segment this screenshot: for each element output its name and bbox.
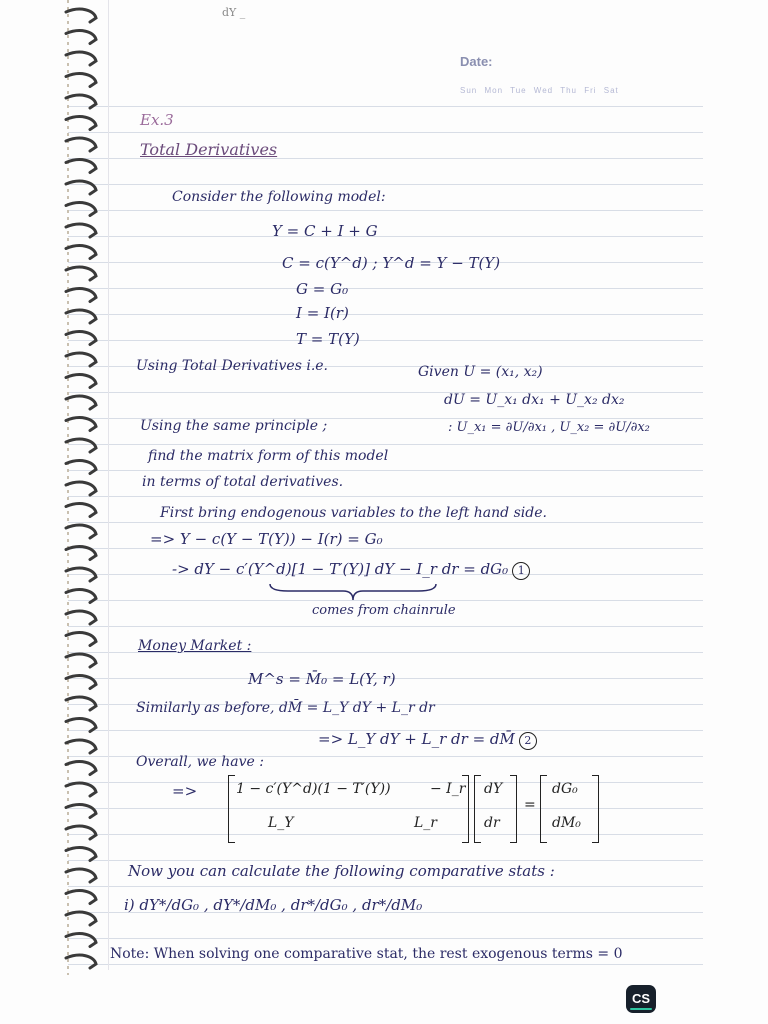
spiral-coil [66,117,96,130]
bracket-left-b [540,775,547,843]
matrix-system [168,775,638,845]
vector-x2: dr [484,815,500,831]
bracket-right-b [592,775,599,843]
money-market-heading: Money Market : [138,638,252,654]
line-overall: Overall, we have : [136,754,265,770]
spiral-coil [66,869,96,882]
spiral-coil [66,482,96,495]
spiral-coil [66,633,96,646]
spiral-coil [66,246,96,259]
spiral-coil [66,590,96,603]
spiral-coil [66,289,96,302]
line-given: Given U = (x₁, x₂) [418,364,543,380]
eq-government: G = G₀ [296,280,349,298]
spiral-coil [66,310,96,323]
comparative-stats-list: i) dY*/dG₀ , dY*/dM₀ , dr*/dG₀ , dr*/dM₀ [124,896,423,914]
eq-total-differential: dU = U_x₁ dx₁ + U_x₂ dx₂ [444,392,625,408]
line-in-terms: in terms of total derivatives. [142,474,344,490]
line-first-bring: First bring endogenous variables to the left hand side. [160,505,547,521]
spiral-coil [66,805,96,818]
spiral-coil [66,418,96,431]
spiral-coil [66,9,96,22]
chainrule-brace [268,582,438,604]
equation-number-1: 1 [512,562,530,580]
spiral-coil [66,654,96,667]
bracket-right-a [462,775,469,843]
bracket-left-x [474,775,481,843]
spiral-coil [66,203,96,216]
spiral-coil [66,31,96,44]
matrix-a22: L_r [414,815,437,831]
line-now-calculate: Now you can calculate the following comparative stats : [128,862,555,880]
spiral-coil [66,611,96,624]
line-using-total: Using Total Derivatives i.e. [136,358,329,374]
eq-money-supply: M^s = M̄₀ = L(Y, r) [248,670,396,688]
spiral-binding [60,0,104,975]
spiral-coil [66,224,96,237]
eq-goods-differential-text: -> dY − c′(Y^d)[1 − T′(Y)] dY − I_r dr = dG₀ [172,560,509,578]
matrix-equals: = [524,797,536,813]
spiral-coil [66,267,96,280]
eq-income: Y = C + I + G [272,222,378,240]
spiral-coil [66,719,96,732]
matrix-a12: − I_r [430,781,466,797]
vector-x1: dY [484,781,503,797]
eq-money-rearranged [318,730,537,750]
note-line: Note: When solving one comparative stat, the rest exogenous terms = 0 [110,946,623,962]
spiral-coil [66,353,96,366]
spiral-coil [66,525,96,538]
eq-goods-market: => Y − c(Y − T(Y)) − I(r) = G₀ [150,530,383,548]
spiral-coil [66,891,96,904]
spiral-coil [66,955,96,968]
spiral-coil [66,74,96,87]
spiral-coil [66,783,96,796]
bracket-right-x [510,775,517,843]
stray-mark: dY _ [222,6,246,19]
spiral-coil [66,826,96,839]
spiral-coil [66,912,96,925]
spiral-coil [66,762,96,775]
bracket-left-a [228,775,235,843]
spiral-coil [66,934,96,947]
line-find-matrix: find the matrix form of this model [148,448,389,464]
spiral-coil [66,332,96,345]
margin-line [108,0,109,970]
eq-partials: : U_x₁ = ∂U/∂x₁ , U_x₂ = ∂U/∂x₂ [448,420,650,435]
spiral-coil [66,504,96,517]
eq-consumption: C = c(Y^d) ; Y^d = Y − T(Y) [282,254,501,272]
eq-money-differential: Similarly as before, dM̄ = L_Y dY + L_r dr [136,700,435,716]
chainrule-note: comes from chainrule [312,603,456,618]
eq-investment: I = I(r) [296,304,349,322]
spiral-coil [66,181,96,194]
line-same-principle: Using the same principle ; [140,418,328,434]
spiral-coil [66,461,96,474]
spiral-coil [66,52,96,65]
matrix-arrow: => [172,782,198,800]
spiral-coil [66,375,96,388]
spiral-coil [66,568,96,581]
date-label: Date: [460,54,493,69]
vector-b2: dM₀ [552,815,581,831]
spiral-coil [66,547,96,560]
weekday-row: Sun Mon Tue Wed Thu Fri Sat [460,86,619,95]
spiral-coil [66,740,96,753]
spiral-coil [66,160,96,173]
spiral-coil [66,396,96,409]
matrix-a11: 1 − c′(Y^d)(1 − T′(Y)) [236,781,391,797]
matrix-a21: L_Y [268,815,294,831]
spiral-coil [66,676,96,689]
eq-taxes: T = T(Y) [296,330,360,348]
spiral-coil [66,439,96,452]
spiral-coil [66,848,96,861]
line-consider: Consider the following model: [172,189,386,205]
spiral-coil [66,138,96,151]
eq-goods-differential [172,560,530,580]
page-title: Total Derivatives [140,140,278,159]
eq-money-rearranged-text: => L_Y dY + L_r dr = dM̄ [318,730,515,748]
spiral-coil [66,697,96,710]
exercise-label: Ex.3 [140,111,174,129]
camscanner-logo: CS [626,985,656,1013]
equation-number-2: 2 [519,732,537,750]
spiral-coil [66,95,96,108]
vector-b1: dG₀ [552,781,578,797]
